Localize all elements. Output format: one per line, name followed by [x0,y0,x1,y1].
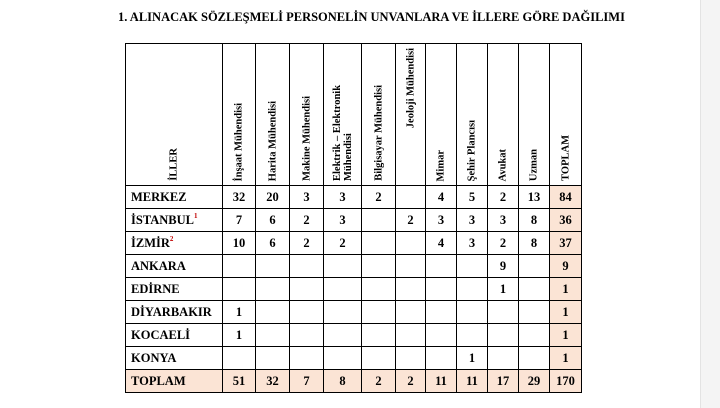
province-name-cell [126,186,223,209]
count-cell [426,324,457,347]
province-name-cell [126,209,223,232]
count-cell: 2 [396,209,426,232]
table-row [126,186,582,209]
table-row [126,209,582,232]
count-cell [290,347,324,370]
count-cell [362,347,396,370]
count-cell: 2 [324,232,362,255]
count-cell: 4 [426,232,457,255]
count-cell: 7 [223,209,256,232]
column-header-uzman: Uzman [519,44,550,186]
row-total-cell: 37 [550,232,582,255]
count-cell [488,347,519,370]
column-header-bilgisayar: Bilgisayar Mühendisi [362,44,396,186]
count-cell [324,324,362,347]
province-name: ANKARA [131,258,186,273]
table-row [126,278,582,301]
column-header-harita: Harita Mühendisi [256,44,290,186]
row-total-cell: 1 [550,324,582,347]
count-cell: 8 [519,209,550,232]
column-header-sehir-plancisi: Şehir Plancısı [457,44,488,186]
count-cell: 1 [457,347,488,370]
column-total-cell: 11 [426,370,457,393]
count-cell: 1 [223,301,256,324]
count-cell: 3 [457,232,488,255]
count-cell: 2 [488,232,519,255]
province-name: DİYARBAKIR [131,304,212,319]
row-total-cell: 84 [550,186,582,209]
column-total-cell: 17 [488,370,519,393]
count-cell [362,209,396,232]
count-cell [519,255,550,278]
count-cell [457,301,488,324]
count-cell [396,278,426,301]
count-cell [396,301,426,324]
count-cell [426,301,457,324]
count-cell [256,255,290,278]
count-cell: 3 [324,209,362,232]
column-header-insaat: İnşaat Mühendisi [223,44,256,186]
column-total-cell: 51 [223,370,256,393]
count-cell: 3 [488,209,519,232]
row-total-cell: 1 [550,278,582,301]
document-heading: 1. ALINACAK SÖZLEŞMELİ PERSONELİN UNVANLARA VE İLLERE GÖRE DAĞILIMI [118,10,625,24]
province-name: İSTANBUL [131,212,194,227]
count-cell [223,347,256,370]
count-cell [223,278,256,301]
column-header-makine: Makine Mühendisi [290,44,324,186]
count-cell [426,278,457,301]
count-cell: 1 [488,278,519,301]
footnote-marker: 1 [193,211,198,220]
count-cell: 32 [223,186,256,209]
column-header-mimar: Mimar [426,44,457,186]
row-total-cell: 9 [550,255,582,278]
count-cell [223,255,256,278]
count-cell [362,324,396,347]
count-cell [396,324,426,347]
province-name-cell [126,232,223,255]
count-cell: 13 [519,186,550,209]
count-cell [396,347,426,370]
count-cell: 3 [426,209,457,232]
count-cell: 3 [457,209,488,232]
count-cell [256,324,290,347]
province-name: KOCAELİ [131,327,191,342]
count-cell [324,255,362,278]
table-row [126,232,582,255]
count-cell [426,255,457,278]
province-name-cell [126,278,223,301]
count-cell [396,232,426,255]
column-total-cell: 2 [396,370,426,393]
count-cell [290,255,324,278]
province-name: KONYA [131,350,177,365]
count-cell: 3 [324,186,362,209]
footnote-marker: 2 [169,234,174,243]
header-row [126,44,582,186]
row-total-cell: 1 [550,301,582,324]
province-name: İZMİR [131,235,170,250]
count-cell [362,301,396,324]
column-total-cell: 11 [457,370,488,393]
count-cell [396,186,426,209]
count-cell: 8 [519,232,550,255]
province-name-cell [126,324,223,347]
count-cell [256,278,290,301]
count-cell [324,278,362,301]
count-cell [519,324,550,347]
column-total-cell: 2 [362,370,396,393]
count-cell: 3 [290,186,324,209]
count-cell: 20 [256,186,290,209]
count-cell: 9 [488,255,519,278]
count-cell [488,324,519,347]
column-total-cell: 170 [550,370,582,393]
distribution-table [125,43,582,393]
column-header-toplam: TOPLAM [550,44,582,186]
column-header-avukat: Avukat [488,44,519,186]
count-cell [362,232,396,255]
count-cell [256,301,290,324]
table-row [126,347,582,370]
province-name-cell [126,255,223,278]
column-header-iller: İLLER [126,44,223,186]
province-name-cell [126,301,223,324]
count-cell [256,347,290,370]
count-cell [457,255,488,278]
count-cell: 2 [290,209,324,232]
province-name: EDİRNE [131,281,180,296]
count-cell [457,278,488,301]
count-cell [362,278,396,301]
column-total-cell: 8 [324,370,362,393]
table-row [126,255,582,278]
table-row [126,324,582,347]
count-cell [519,278,550,301]
count-cell [290,301,324,324]
province-name: MERKEZ [131,189,187,204]
total-row [126,370,582,393]
count-cell: 2 [290,232,324,255]
count-cell [324,347,362,370]
count-cell: 6 [256,232,290,255]
count-cell [488,301,519,324]
count-cell [396,255,426,278]
count-cell: 2 [488,186,519,209]
column-total-cell: 7 [290,370,324,393]
count-cell [519,347,550,370]
column-header-elektrik: Elektrik – Elektronik Mühendisi [324,44,362,186]
count-cell [519,301,550,324]
count-cell: 1 [223,324,256,347]
table-body [126,186,582,393]
column-total-cell: 29 [519,370,550,393]
count-cell [457,324,488,347]
table-row [126,301,582,324]
total-row-label: TOPLAM [126,370,223,393]
province-name-cell [126,347,223,370]
row-total-cell: 36 [550,209,582,232]
count-cell [324,301,362,324]
count-cell: 5 [457,186,488,209]
count-cell [362,255,396,278]
row-total-cell: 1 [550,347,582,370]
count-cell [426,347,457,370]
column-header-jeoloji: Jeoloji Mühendisi [396,44,426,186]
count-cell [290,324,324,347]
column-total-cell: 32 [256,370,290,393]
page-edge [700,0,701,408]
count-cell: 10 [223,232,256,255]
count-cell [290,278,324,301]
count-cell: 6 [256,209,290,232]
count-cell: 4 [426,186,457,209]
count-cell: 2 [362,186,396,209]
